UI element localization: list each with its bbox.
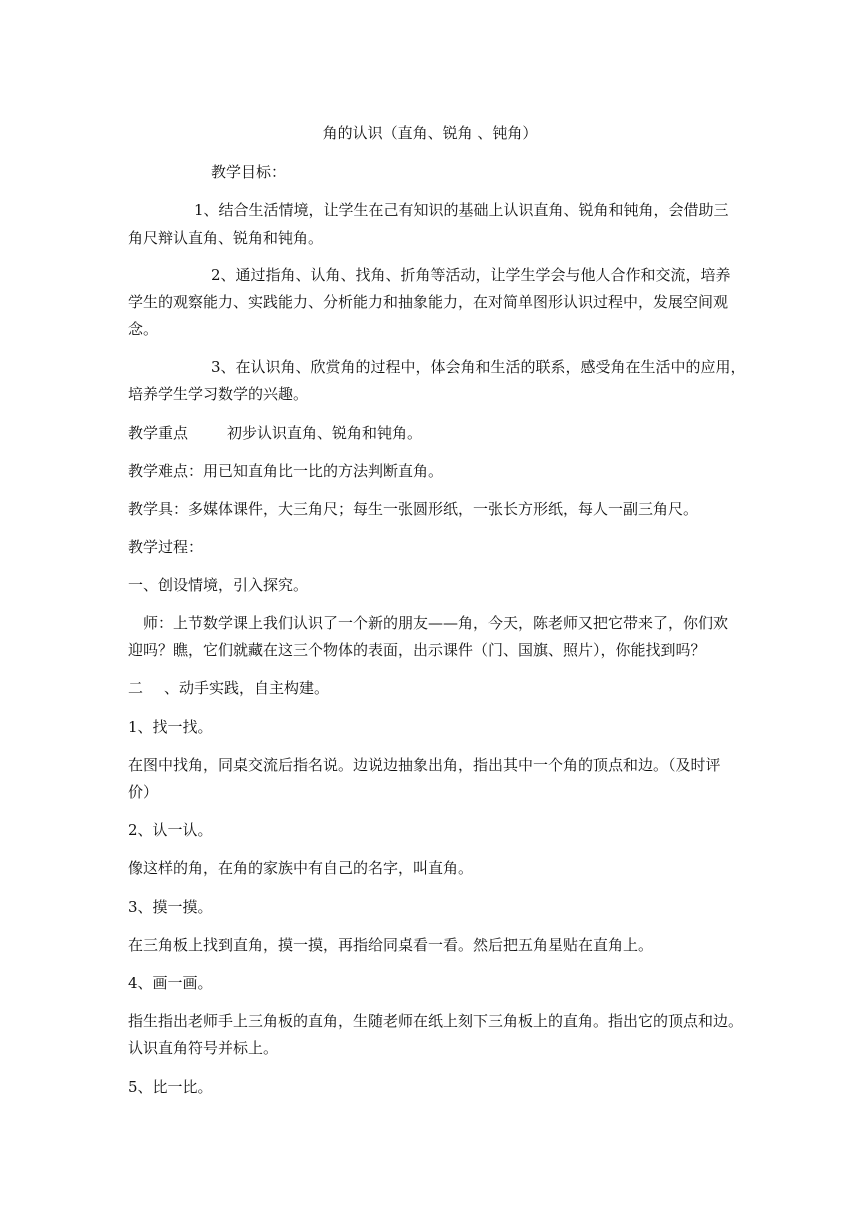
key-point-label: 教学重点 bbox=[128, 424, 189, 442]
step-3-title: 3、摸一摸。 bbox=[128, 898, 213, 916]
key-point-text: 初步认识直角、锐角和钝角。 bbox=[227, 424, 423, 442]
section-1-heading: 一、创设情境，引入探究。 bbox=[128, 576, 309, 594]
objective-1-line-2: 角尺辩认直角、锐角和钝角。 bbox=[128, 229, 324, 247]
objectives-heading: 教学目标： bbox=[211, 163, 287, 181]
step-1-line-1: 在图中找角，同桌交流后指名说。边说边抽象出角，指出其中一个角的顶点和边。（及时评 bbox=[128, 756, 721, 774]
step-2-title: 2、认一认。 bbox=[128, 821, 213, 839]
tools-text: 教学具：多媒体课件，大三角尺；每生一张圆形纸，一张长方形纸，每人一副三角尺。 bbox=[128, 500, 699, 518]
step-3-line-1: 在三角板上找到直角，摸一摸，再指给同桌看一看。然后把五角星贴在直角上。 bbox=[128, 936, 654, 954]
step-4-title: 4、画一画。 bbox=[128, 974, 213, 992]
step-1-line-2: 价） bbox=[128, 783, 159, 801]
objective-1-line-1: 1、结合生活情境，让学生在己有知识的基础上认识直角、锐角和钝角，会借助三 bbox=[194, 201, 729, 219]
step-1-title: 1、找一找。 bbox=[128, 718, 213, 736]
objective-2-line-3: 念。 bbox=[128, 320, 159, 338]
process-heading: 教学过程： bbox=[128, 538, 204, 556]
section-2-heading-number: 二 bbox=[128, 679, 144, 697]
step-5-title: 5、比一比。 bbox=[128, 1078, 213, 1096]
objective-3-line-2: 培养学生学习数学的兴趣。 bbox=[128, 385, 309, 403]
section-1-line-1: 师：上节数学课上我们认识了一个新的朋友——角，今天，陈老师又把它带来了，你们欢 bbox=[143, 614, 729, 632]
objective-3-line-1: 3、在认识角、欣赏角的过程中，体会角和生活的联系，感受角在生活中的应用， bbox=[211, 358, 746, 376]
difficulty-text: 教学难点：用已知直角比一比的方法判断直角。 bbox=[128, 462, 444, 480]
objective-2-line-1: 2、通过指角、认角、找角、折角等活动，让学生学会与他人合作和交流，培养 bbox=[211, 266, 731, 284]
objective-2-line-2: 学生的观察能力、实践能力、分析能力和抽象能力，在对简单图形认识过程中，发展空间观 bbox=[128, 293, 729, 311]
section-1-line-2: 迎吗？瞧，它们就藏在这三个物体的表面，出示课件（门、国旗、照片），你能找到吗？ bbox=[128, 641, 706, 659]
section-2-heading-text: 、动手实践，自主构建。 bbox=[164, 679, 330, 697]
step-4-line-2: 认识直角符号并标上。 bbox=[128, 1039, 279, 1057]
document-title: 角的认识（直角、锐角 、钝角） bbox=[322, 124, 538, 142]
step-2-line-1: 像这样的角，在角的家族中有自己的名字，叫直角。 bbox=[128, 859, 474, 877]
step-4-line-1: 指生指出老师手上三角板的直角，生随老师在纸上刻下三角板上的直角。指出它的顶点和边。 bbox=[128, 1012, 744, 1030]
